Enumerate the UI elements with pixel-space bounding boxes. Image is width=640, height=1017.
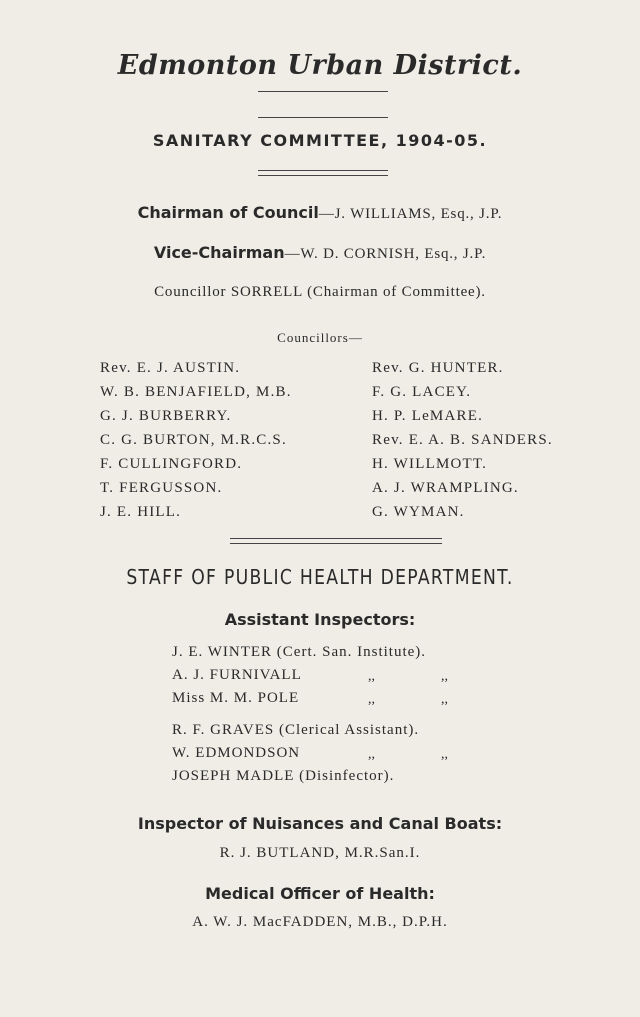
divider — [258, 91, 388, 92]
list-item: H. P. LeMARE. — [372, 408, 484, 424]
councillors-heading: Councillors— — [277, 330, 363, 345]
divider — [258, 175, 388, 176]
list-item: J. E. HILL. — [100, 504, 182, 520]
list-item: G. WYMAN. — [372, 504, 465, 520]
assistant-inspectors-heading: Assistant Inspectors: — [224, 610, 416, 629]
list-item: G. J. BURBERRY. — [100, 408, 232, 424]
nuisances-heading: Inspector of Nuisances and Canal Boats: — [137, 814, 503, 833]
vice-chairman-role: Vice-Chairman — [153, 243, 285, 262]
page-title: Edmonton Urban District. — [117, 50, 523, 81]
list-item: C. G. BURTON, M.R.C.S. — [100, 432, 287, 448]
vice-chairman-name: —W. D. CORNISH, Esq., J.P. — [284, 246, 487, 262]
list-item: Rev. E. A. B. SANDERS. — [372, 432, 553, 448]
ditto-mark: ,, — [368, 692, 375, 707]
councillors-left-column — [100, 356, 292, 524]
ditto-mark: ,, — [441, 747, 448, 762]
list-item: A. J. WRAMPLING. — [372, 480, 519, 496]
ditto-mark: ,, — [441, 692, 448, 707]
staff-entry: A. J. FURNIVALL — [172, 667, 302, 683]
ditto-mark: ,, — [441, 669, 448, 684]
list-item: F. CULLINGFORD. — [100, 456, 243, 472]
ditto-mark: ,, — [368, 747, 375, 762]
staff-entry: J. E. WINTER (Cert. San. Institute). — [172, 644, 427, 660]
divider — [230, 538, 442, 539]
list-item: Rev. G. HUNTER. — [372, 360, 504, 376]
list-item: Rev. E. J. AUSTIN. — [100, 360, 241, 376]
staff-entry: JOSEPH MADLE (Disinfector). — [172, 768, 395, 784]
councillors-right-column — [372, 356, 553, 524]
list-item: T. FERGUSSON. — [100, 480, 223, 496]
councillor-sorrell-line: Councillor SORRELL (Chairman of Committee). — [154, 284, 486, 300]
ditto-mark: ,, — [368, 669, 375, 684]
chairman-role: Chairman of Council — [137, 203, 319, 222]
divider — [230, 543, 442, 544]
staff-heading: STAFF OF PUBLIC HEALTH DEPARTMENT. — [126, 565, 514, 589]
staff-entry: W. EDMONDSON — [172, 745, 301, 761]
staff-entry: Miss M. M. POLE — [172, 690, 300, 706]
medical-officer-name: A. W. J. MacFADDEN, M.B., D.P.H. — [192, 914, 448, 930]
staff-entry: R. F. GRAVES (Clerical Assistant). — [172, 722, 420, 738]
divider — [258, 170, 388, 171]
list-item: H. WILLMOTT. — [372, 456, 488, 472]
list-item: F. G. LACEY. — [372, 384, 472, 400]
divider — [258, 117, 388, 118]
vice-chairman-line — [0, 243, 640, 263]
chairman-line — [0, 203, 640, 223]
nuisances-inspector-name: R. J. BUTLAND, M.R.San.I. — [219, 845, 421, 861]
chairman-name: —J. WILLIAMS, Esq., J.P. — [318, 206, 503, 222]
list-item: W. B. BENJAFIELD, M.B. — [100, 384, 292, 400]
medical-officer-heading: Medical Officer of Health: — [205, 884, 435, 903]
committee-heading: SANITARY COMMITTEE, 1904-05. — [152, 131, 488, 150]
